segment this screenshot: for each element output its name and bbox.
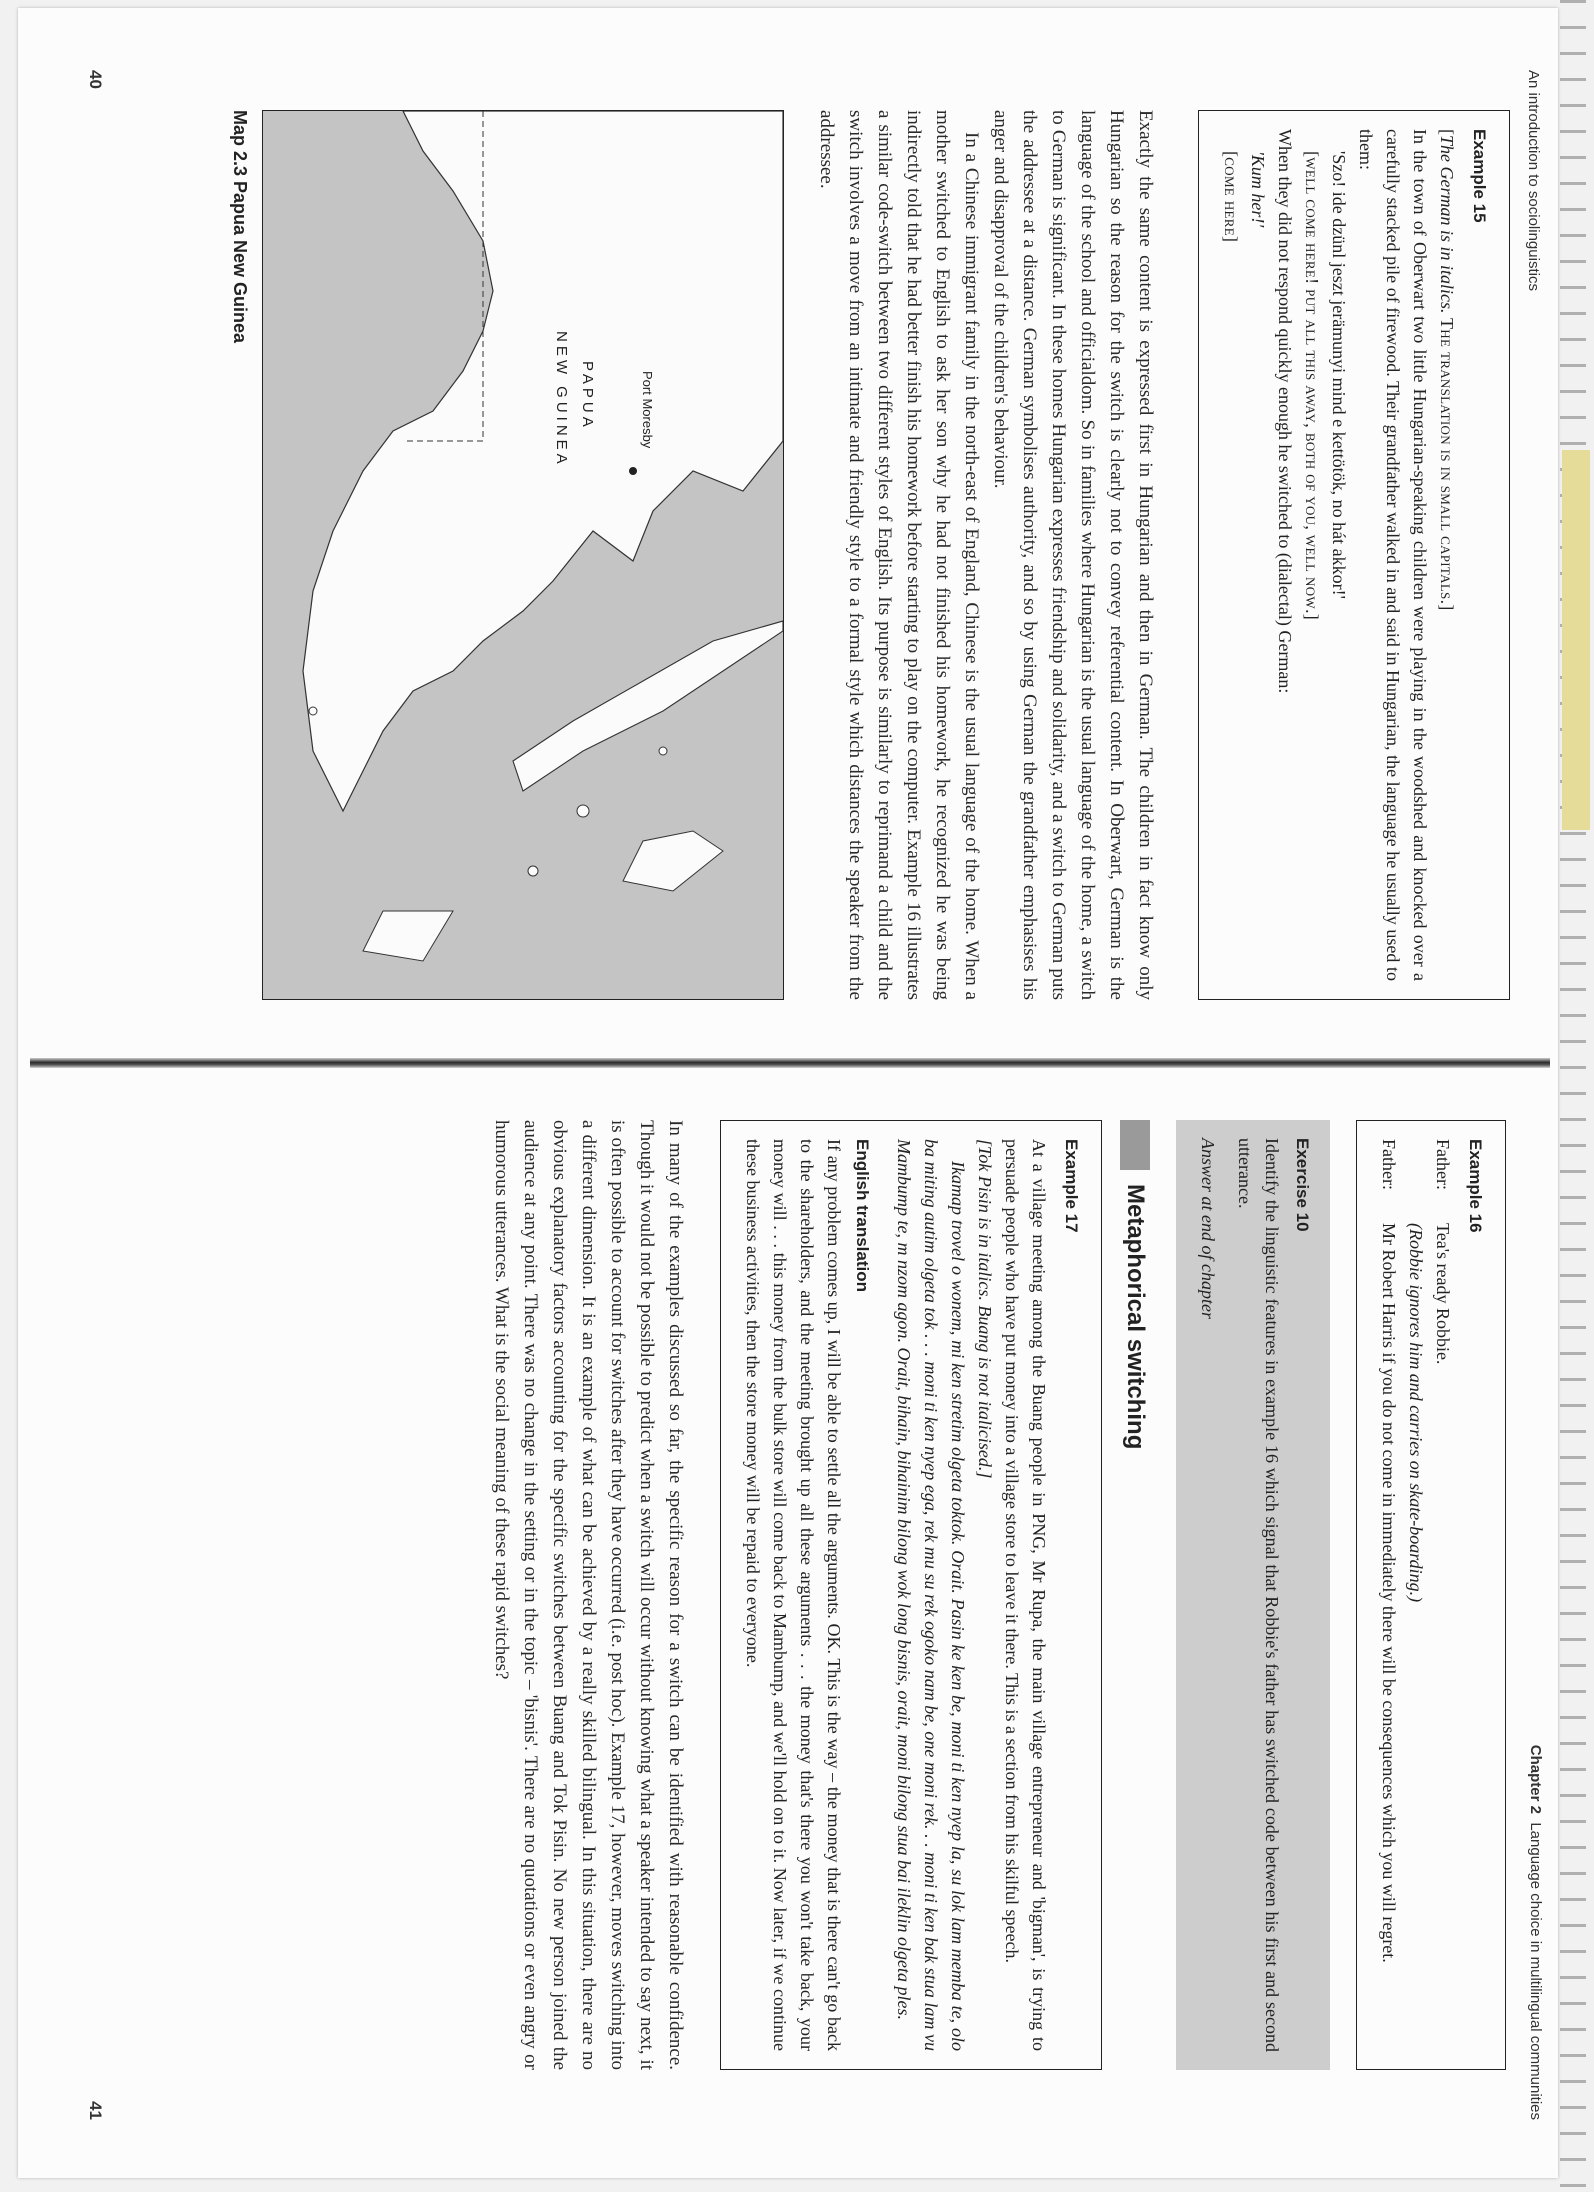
- map-label-papua: PAPUA: [579, 361, 596, 431]
- spiral-binding: [1560, 0, 1586, 2192]
- section-heading: [1120, 1120, 1150, 2070]
- exercise-answer-note: Answer at end of chapter: [1198, 1138, 1218, 1319]
- dialogue-line: [1429, 1139, 1456, 2051]
- body-paragraphs: [487, 1120, 690, 2070]
- stage-direction-row: [1402, 1139, 1429, 2051]
- map-city-label: Port Moresby: [640, 371, 655, 449]
- exercise-text: Identify the linguistic features in example 16 which signal that Robbie's father has switched code between his first and second utterance.: [1235, 1138, 1282, 2052]
- map-caption: Map 2.3 Papua New Guinea: [230, 110, 250, 344]
- utterance: Tea's ready Robbie.: [1433, 1223, 1453, 1365]
- page-41-region: [50, 1080, 1550, 2160]
- page-41: [50, 1080, 1550, 2160]
- translation-text: If any problem comes up, I will be able to settle all the arguments. OK. This is the way – the money that is there can't go back to the shareholders, and the meeting brought up all these arguments . . . the money that's there you won't take back, your money will . . . this money from the bulk store will come back to Mambump, and we'll hold on to it. Now later, if we continue these business activities, then the store money will be repaid to everyone.: [743, 1139, 844, 2051]
- body-paragraphs: [812, 110, 1160, 1000]
- page-40-region: [50, 40, 1550, 1040]
- running-head: [1527, 1745, 1544, 2120]
- running-head-chapter: Chapter 2: [1527, 1744, 1544, 1814]
- example-intro: At a village meeting among the Buang people in PNG, Mr Rupa, the main village entrepreneur and 'bigman', is trying to persuade people who have put money into a village store to leave it there. This is a section from his skilful speech.: [1002, 1139, 1049, 2051]
- island-shape: [528, 866, 538, 876]
- page-40: [50, 40, 1550, 1040]
- german-utterance: 'Kum her!': [1248, 151, 1268, 228]
- map-graphic: [263, 111, 783, 1000]
- example-title: Example 15: [1470, 129, 1489, 223]
- section-title: Metaphorical switching: [1122, 1184, 1149, 1450]
- map-papua-new-guinea: [262, 110, 784, 1000]
- running-head-title: Language choice in multilingual communities: [1527, 1822, 1544, 2120]
- example-note: [Tok Pisin is in italics. Buang is not italicised.]: [975, 1139, 995, 1479]
- speaker-label: Father:: [1379, 1139, 1399, 1190]
- tok-pisin-speech: Ikamap trovel o wonem, mi ken stretim olgeta toktok. Orait. Pasin ke ken be, moni ti ken nyep la, su lok lam memba te, olo ba miting autim olgeta tok . . . moni ti ken nyep ega, rek mu su rek ogoko nam be, one moni rek. . . moni ti ken bak stua lam vu Mambump te, m nzom agon. Orait, bihain, bihainim bilong wok long bisnis, orait, moni bilong stua bai ileklin olgeta ples.: [894, 1139, 968, 2051]
- island-shape: [577, 805, 589, 817]
- page-tab-marker: [1562, 450, 1590, 830]
- example-narrative: In the town of Oberwart two little Hungarian-speaking children were playing in the woodshed and knocked over a carefully stacked pile of firewood. Their grandfather walked in and said in Hungarian, the language he usually used to them:: [1356, 129, 1430, 981]
- hungarian-utterance: 'Szo! ide dzünl jeszt jerämunyi mind e kettötök, no hát akkor!': [1329, 151, 1349, 599]
- map-label-new-guinea: NEW GUINEA: [553, 331, 570, 468]
- example-note: [The German is in italics. The translation is in small capitals.]: [1437, 129, 1457, 611]
- paragraph: Exactly the same content is expressed first in Hungarian and then in German. The children in fact know only Hungarian so the reason for the switch is clearly not to convey referential content. In Oberwart, German is the language of the school and officialdom. So in families where Hungarian is the usual language of the home, a switch to German is significant. In these homes Hungarian expresses friendship and solidarity, and a switch to German puts the addressee at a distance. German symbolises authority, and so by using German the grandfather emphasises his anger and disapproval of the children's behaviour.: [990, 110, 1156, 1000]
- german-translation: [come here]: [1221, 151, 1241, 243]
- note-italic: The German is in italics.: [1437, 135, 1457, 314]
- speaker-label: Father:: [1433, 1139, 1453, 1190]
- translation-title: English translation: [853, 1139, 872, 1293]
- running-head: An introduction to sociolinguistics: [1525, 70, 1542, 291]
- note-caps: The translation is in small capitals.: [1437, 318, 1457, 605]
- example-16-box: [1356, 1120, 1506, 2070]
- example-narrative-2: When they did not respond quickly enough he switched to (dialectal) German:: [1275, 129, 1295, 694]
- utterance: Mr Robert Harris if you do not come in immediately there will be consequences which you will regret.: [1379, 1223, 1399, 1963]
- city-dot: [629, 467, 637, 475]
- example-title: Example 17: [1062, 1139, 1081, 1233]
- dialogue-line: [1375, 1139, 1402, 2051]
- example-17-box: [720, 1120, 1102, 2070]
- page-number: 40: [86, 70, 105, 89]
- example-title: Example 16: [1466, 1139, 1485, 1233]
- page-number: 41: [86, 2101, 105, 2120]
- section-marker: [1120, 1120, 1150, 1170]
- paragraph: In a Chinese immigrant family in the north-east of England, Chinese is the usual language of the home. When a mother switched to English to ask her son why he had not finished his homework, he recognized he was being indirectly told that he had better finish his homework before starting to play on the computer. Example 16 illustrates a similar code-switch between two different styles of English. Its purpose is similarly to reprimand a child and the switch involves a move from an intimate and friendly style to a formal style which distances the speaker from the addressee.: [816, 110, 982, 1000]
- exercise-title: Exercise 10: [1293, 1138, 1312, 1232]
- stage-direction: (Robbie ignores him and carries on skate-boarding.): [1406, 1223, 1426, 1603]
- hungarian-translation: [well come here! put all this away, both of you, well now.]: [1302, 151, 1322, 621]
- island-shape: [309, 707, 317, 715]
- example-15-box: [1198, 110, 1510, 1000]
- paragraph: In many of the examples discussed so far, the specific reason for a switch can be identified with reasonable confidence. Though it would not be possible to predict when a switch will occur without knowing what a speaker intended to say next, it is often possible to account for switches after they have occurred (i.e. post hoc). Example 17, however, moves switching into a different dimension. It is an example of what can be achieved by a really skilled bilingual. In this situation, there are no obvious explanatory factors accounting for the specific switches between Buang and Tok Pisin. No new person joined the audience at any point. There was no change in the setting or in the topic – 'bisnis'. There are no quotations or even angry or humorous utterances. What is the social meaning of these rapid switches?: [491, 1120, 686, 2070]
- island-shape: [659, 747, 667, 755]
- book-gutter: [30, 1058, 1550, 1068]
- exercise-10-box: [1176, 1120, 1330, 2070]
